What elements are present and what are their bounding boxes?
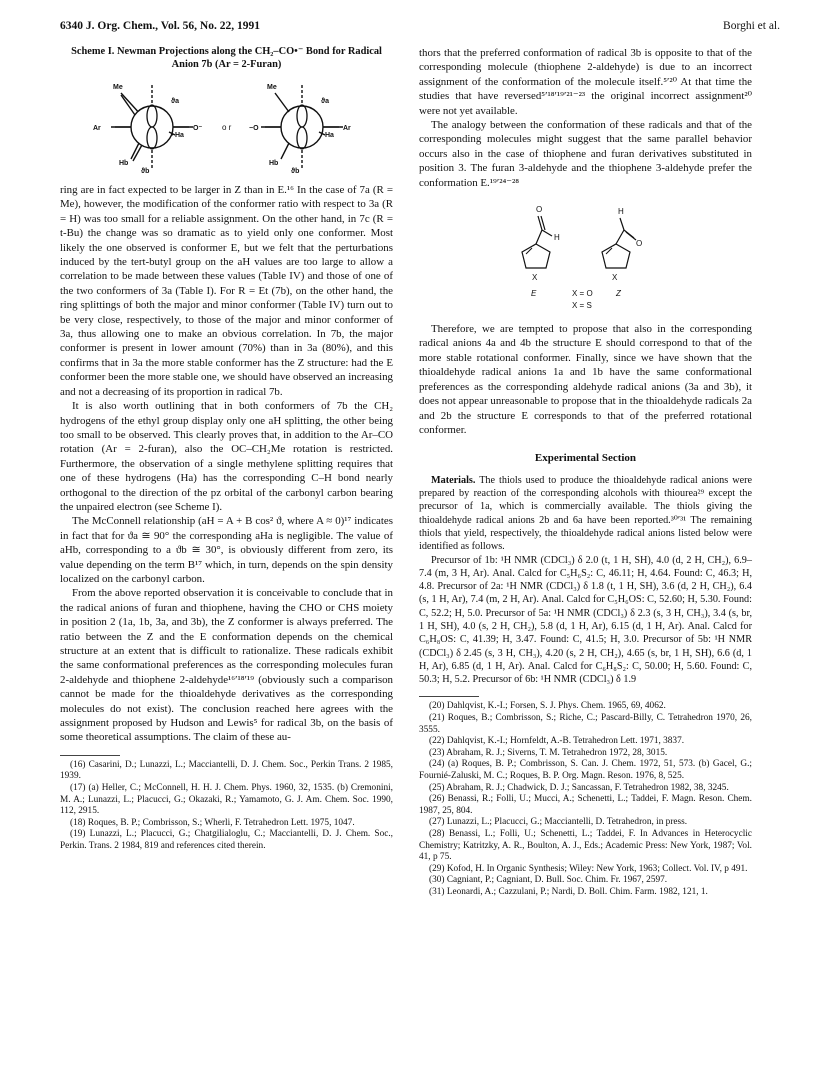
footnote: (21) Roques, B.; Combrisson, S.; Riche, C.; Pascard-Billy, C. Tetrahedron 1970, 26, 3555. [419, 713, 752, 735]
footnote: (27) Lunazzi, L.; Placucci, G.; Macciantelli, D. Tetrahedron, in press. [429, 817, 688, 828]
footnote: (26) Benassi, R.; Folli, U.; Mucci, A.; Schenetti, L.; Taddei, F. Magn. Reson. Chem. 1987, 25, 804. [419, 794, 752, 816]
footnote: (19) Lunazzi, L.; Placucci, G.; Chatgilialoglu, C.; Macciantelli, D. J. Chem. Soc., Perkin. Trans. 2 1984, 819 and references cited therein. [60, 829, 393, 851]
svg-text:H: H [553, 233, 560, 243]
svg-text:X = S: X = S [571, 301, 592, 311]
newman-projection-figure [77, 75, 377, 179]
or-label: o r [221, 123, 231, 132]
svg-text:X: X [531, 273, 537, 283]
svg-text:Hb: Hb [118, 160, 128, 167]
svg-text:Me: Me [266, 84, 277, 91]
svg-text:ϑb: ϑb [290, 168, 299, 175]
running-authors: Borghi et al. [723, 20, 780, 32]
footnote: (29) Kofod, H. In Organic Synthesis; Wiley: New York, 1963; Collect. Vol. IV, p 491. [429, 863, 748, 874]
footnote: (20) Dahlqvist, K.-I.; Forsen, S. J. Phys. Chem. 1965, 69, 4062. [429, 701, 666, 712]
structure-z [602, 207, 642, 298]
svg-text:H: H [617, 207, 624, 217]
scheme-caption: Scheme I. Newman Projections along the CH₂–CO•⁻ Bond for Radical Anion 7b (Ar = 2-Furan) [71, 46, 382, 70]
paragraph [419, 474, 752, 554]
svg-text:ϑa: ϑa [320, 98, 329, 105]
footnote: (30) Cagniant, P.; Cagniant, D. Bull. Soc. Chim. Fr. 1967, 2597. [429, 875, 668, 886]
footnote: (28) Benassi, L.; Folli, U.; Schenetti, L.; Taddei, F. In Advances in Heterocyclic Chemistry; Katritzky, A. R., Boulton, A. J., Eds.; Academic Press: New York, 1987; Vol. 41, p 75. [419, 829, 752, 863]
experimental-body [419, 474, 752, 687]
footnote: (18) Roques, B. P.; Combrisson, S.; Wherli, F. Tetrahedron Lett. 1975, 1047. [70, 817, 355, 828]
paragraph: It is also worth outlining that in both conformers of 7b the CH₂ hydrogens of the ethyl group display only one aH splitting, the other being too small to be observed. This clearly proves that, in addition to the Ar–CO rotation (Ar = 2-furan), also the OC–CH₂Me rotation is restricted. Furthermore, the observation of a single methylene splitting requires that one of these hydrogens (Ha) has the corresponding C–H bond nearly orthogonal to the direction of the pz orbital of the carbonyl carbon bearing the unpaired electron (see Scheme I). [60, 400, 393, 513]
svg-text:E: E [530, 289, 536, 299]
paragraph: Precursor of 1b: ¹H NMR (CDCl₃) δ 2.0 (t, 1 H, SH), 4.0 (d, 2 H, CH₂), 6.9–7.4 (m, 3 H, Ar). Anal. Calcd for C₅H₆S₂: C, 46.11; H, 4.64. Found: C, 46.3; H, 4.8. Precursor of 2a: ¹H NMR (CDCl₃) δ 1.8 (t, 1 H, SH), 3.6 (d, 2 H, CH₂), 6.4 (s, 1 H, Ar), 7.4 (m, 2 H, Ar). Anal. Calcd for C₅H₆OS: C, 52.60; H, 5.30. Found: C, 52.2; H, 5.0. Precursor of 5a: ¹H NMR (CDCl₃) δ 2.3 (s, 3 H, CH₃), 3.4 (s, br, 1 H, SH), 4.0 (s, 2 H, CH₂), 5.8 (d, 1 H, Ar), 6.15 (d, 1 H, Ar). Anal. Calcd for C₆H₈OS: C, 41.39; H, 3.47. Found: C, 41.5; H, 3.0. Precursor of 5b: ¹H NMR (CDCl₃) δ 2.45 (s, 3 H, CH₃), 4.20 (s, 2 H, CH₂), 4.65 (s, br, 1 H, SH), 6.6 (d, 1 H, Ar), 6.85 (d, 1 H, Ar). Anal. Calcd for C₆H₈S₂: C, 50.00; H, 5.60. Found: C, 50.3; H, 5.2. Precursor of 6b: ¹H NMR (CDCl₃) δ 1.9 [419, 554, 752, 686]
paragraph: From the above reported observation it is conceivable to conclude that in the radical anions of furan and thiophene, having the CHO or CHS moiety in position 2 (1a, 1b, 3a, and 3b), the Z conformer is always preferred. The ratio between the Z and the E conformation depends on the chemical structure at an extent that is difficult to rationalize. These radicals exhibit the same conformational preferences as the corresponding molecules furan 2-aldehyde and thiophene 2-aldehyde¹⁶ʹ¹⁸ʹ¹⁹ (obviously such a comparison cannot be made for the thioaldehyde derivatives as the corresponding molecules do not exist). The conclusion reached here agrees with the assignment proposed by Hudson and Lewis⁵ for radical 3b, on the basis of some theoretical assumptions. The claim of these au- [60, 587, 393, 744]
footnote-rule [60, 755, 120, 756]
svg-text:Ar: Ar [342, 125, 351, 132]
paragraph: thors that the preferred conformation of radical 3b is opposite to that of the corresponding molecule (thiophene 2-aldehyde) is due to an incorrect assignment of the conformation of the molecule itself.⁵ʹ²⁰ At that time the studies that have reversed⁵ʹ¹⁸ʹ¹⁹ʹ²¹⁻²³ the original incorrect assignment²⁰ were not yet available. [419, 47, 752, 117]
paragraph: ring are in fact expected to be larger in Z than in E.¹⁶ In the case of 7a (R = Me), however, the modification of the conformer ratio with respect to 3a (R = H) was too small for a reliable assignment. On the other hand, in 7c (R = t-Bu) the change was so dramatic as to yield only one conformer. Most likely the one observed is conformer E, but we felt that the perturbations induced by the tert-butyl group on the aH values are too large to allow a correlation to be made between these values (Table IV) and those of one of the two conformers of 3a (Table I). For R = Et (7b), on the other hand, the ring splittings of both the major and minor conformer (Table IV) turn out to be very close, respectively, to those of the major and minor conformer of 3a, thus allowing one to make an obvious correlation. In 7b, the major conformer is present in lower amount (70%) than in 3a (80%), and this confirms that in 3a the more stable conformer has the Z structure: had the E conformer been the more stable one, we should have observed an increasing and not a decreasing of its proportion in radical 7b. [60, 184, 393, 398]
svg-text:−O: −O [248, 125, 259, 132]
me-label: Me [112, 84, 123, 91]
section-heading: Experimental Section [534, 452, 637, 465]
left-column [60, 46, 393, 853]
svg-text:ϑa: ϑa [170, 98, 179, 105]
footnote: (31) Leonardi, A.; Cazzulani, P.; Nardi, D. Boll. Chim. Farm. 1982, 121, 1. [429, 886, 708, 897]
svg-text:X = O: X = O [571, 289, 593, 299]
svg-text:Z: Z [615, 289, 621, 299]
page-header [60, 20, 780, 36]
structure-e [522, 205, 560, 298]
paragraph: The McConnell relationship (aH = A + B cos² ϑ, where A ≈ 0)¹⁷ indicates in fact that for ϑa ≅ 90° the corresponding aHa is negligible. The value of aHb, corresponding to a ϑb ≅ 30°, is obviously different from zero, its value depending on the term B¹⁷ which, in turn, depends on the spin density localized on the carbonyl carbon. [60, 515, 393, 585]
svg-text:Ha: Ha [324, 132, 334, 139]
footnote-rule [419, 696, 479, 697]
paragraph-text: The thiols used to produce the thioaldehyde radical anions were prepared by reaction of the corresponding alcohols with thiourea²⁹ except the precursor of 1a, which is commercially available. The thiols giving the thioaldehyde radical anions 2b and 6a have been reported.³⁰ʹ³¹ The remaining thiols that yield, respectively, the thioaldehyde radical anions listed below were identified as follows. [419, 474, 752, 553]
footnote: (23) Abraham, R. J.; Siverns, T. M. Tetrahedron 1972, 28, 3015. [429, 747, 668, 758]
svg-text:O: O [535, 205, 542, 215]
footnote: (25) Abraham, R. J.; Chadwick, D. J.; Sancassan, F. Tetrahedron 1982, 38, 3245. [429, 782, 729, 793]
footnote: (22) Dahlqvist, K.-I.; Hornfeldt, A.-B. Tetrahedron Lett. 1971, 3837. [429, 736, 685, 747]
run-in-heading: Materials. [431, 474, 476, 486]
svg-text:Ar: Ar [92, 125, 101, 132]
svg-text:Ha: Ha [174, 132, 184, 139]
left-footnotes [60, 760, 393, 853]
svg-text:ϑb: ϑb [140, 168, 149, 175]
right-column [419, 46, 752, 899]
left-body [60, 183, 393, 745]
svg-text:Hb: Hb [268, 160, 278, 167]
footnote: (16) Casarini, D.; Lunazzi, L.; Macciantelli, D. J. Chem. Soc., Perkin Trans. 2 1985, 1939. [60, 759, 393, 782]
paragraph: The analogy between the conformation of these radicals and that of the corresponding molecules might suggest that the same parallel behavior occurs also in the case of thiophene and furan derivatives substituted in position 3. The furan 3-aldehyde and the thiophene 3-aldehyde prefer the conformation E.¹⁹ʹ²⁴⁻²⁸ [419, 119, 752, 189]
journal-citation: 6340 J. Org. Chem., Vol. 56, No. 22, 1991 [60, 20, 260, 32]
right-footnotes [419, 701, 752, 898]
svg-text:O: O [635, 239, 642, 249]
newman-left [93, 84, 202, 175]
footnote: (17) (a) Heller, C.; McConnell, H. H. J. Chem. Phys. 1960, 32, 1535. (b) Cremonini, M. A.; Lunazzi, L.; Placucci, G.; Okazaki, R.; Yamamoto, G. J. Am. Chem. Soc. 1990, 112, 2915. [60, 783, 393, 817]
footnote: (24) (a) Roques, B. P.; Combrisson, S. Can. J. Chem. 1972, 51, 573. (b) Gacel, G.; Fournié-Zaluski, M. C.; Roques, B. P. Org. Magn. Reson. 1976, 8, 525. [419, 759, 752, 782]
svg-text:O⁻: O⁻ [192, 125, 202, 132]
paragraph: Therefore, we are tempted to propose that also in the corresponding radical anions 4a and 4b the structure E should correspond to that of the more stable rotational conformer. Finally, since we have shown that the thioaldehyde radical anions 1a and 1b have the same conformational preferences as the corresponding aldehyde radical anions (3a and 3b), it does not appear unreasonable to propose that in the thioaldehyde radicals 2a and 2b the structure E corresponds to that of the preferred rotational conformer. [419, 323, 752, 436]
aldehyde-conformer-structures [486, 196, 686, 314]
newman-right [249, 84, 351, 175]
svg-text:X: X [611, 273, 617, 283]
